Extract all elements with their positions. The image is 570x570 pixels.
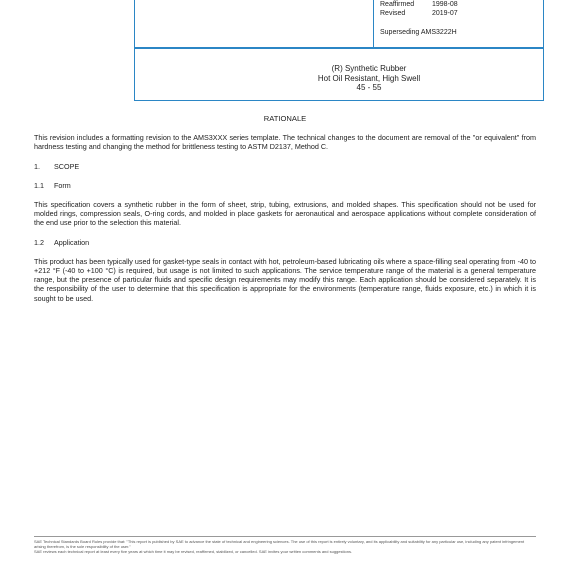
form-heading (34, 181, 536, 190)
form-number: 1.1 (34, 180, 44, 190)
application-title: Application (54, 237, 90, 247)
title-line-3: 45 - 55 (356, 83, 382, 92)
header-divider (373, 0, 374, 48)
reaffirmed-label: Reaffirmed (380, 1, 415, 8)
application-heading (34, 238, 536, 247)
title-line-1: (R) Synthetic Rubber (331, 64, 407, 73)
superseding-text: Superseding AMS3222H (380, 29, 457, 36)
rationale-text: This revision includes a formatting revision to the AMS3XXX series template. The technical changes to the document are removal of the "or equivalent" from hardness testing and changing the method for brittleness testing to ASTM D2137, Method C. (34, 133, 536, 152)
footer-rule (34, 536, 536, 537)
document-metadata (380, 0, 540, 37)
footer-line-1: SAE Technical Standards Board Rules provide that: "This report is published by SAE to advance the state of technical and engineering sciences. The use of this report is entirely voluntary, and its applicability and suitability for any particular use, including any patent infringement arising therefrom, is the sole responsibility of the user." (34, 539, 525, 549)
form-title: Form (54, 180, 71, 190)
footer-line-2: SAE reviews each technical report at least every five years at which time it may be revised, reaffirmed, stabilized, or cancelled. SAE invites your written comments and suggestions. (34, 549, 353, 554)
footer-notice (34, 539, 536, 554)
title-line-2: Hot Oil Resistant, High Swell (317, 73, 421, 83)
revised-label: Revised (380, 10, 406, 17)
reaffirmed-value: 1998-08 (432, 1, 458, 8)
document-title (134, 64, 544, 93)
application-text: This product has been typically used for gasket-type seals in contact with hot, petroleum-based lubricating oils where a space-filling seal operating from -40 to +212 °F (-40 to +100 °C) is required, but usage is not limited to such applications. The service temperature range of the material is a general temperature range, but the presence of particular fluids and specific design requirements may modify this range. Each application should be considered separately. It is the responsibility of the user to determine that this specification is appropriate for the environments (temperature range, fluids exposure, etc.) in which it is sought to be used. (34, 256, 536, 303)
revised-row (380, 9, 540, 18)
scope-title: SCOPE (54, 161, 80, 171)
document-body (34, 114, 536, 313)
form-text: This specification covers a synthetic rubber in the form of sheet, strip, tubing, extrusions, and molded shapes. This specification should not be used for molded rings, compression seals, O-ring cords, and molded in place gaskets for aeronautical and aerospace applications without complete consideration of the end use prior to the selection this material. (34, 200, 536, 228)
application-number: 1.2 (34, 237, 44, 247)
reaffirmed-row (380, 0, 540, 9)
revised-value: 2019-07 (432, 10, 458, 17)
scope-number: 1. (34, 161, 40, 171)
rationale-heading: RATIONALE (263, 114, 307, 123)
scope-heading (34, 162, 536, 171)
